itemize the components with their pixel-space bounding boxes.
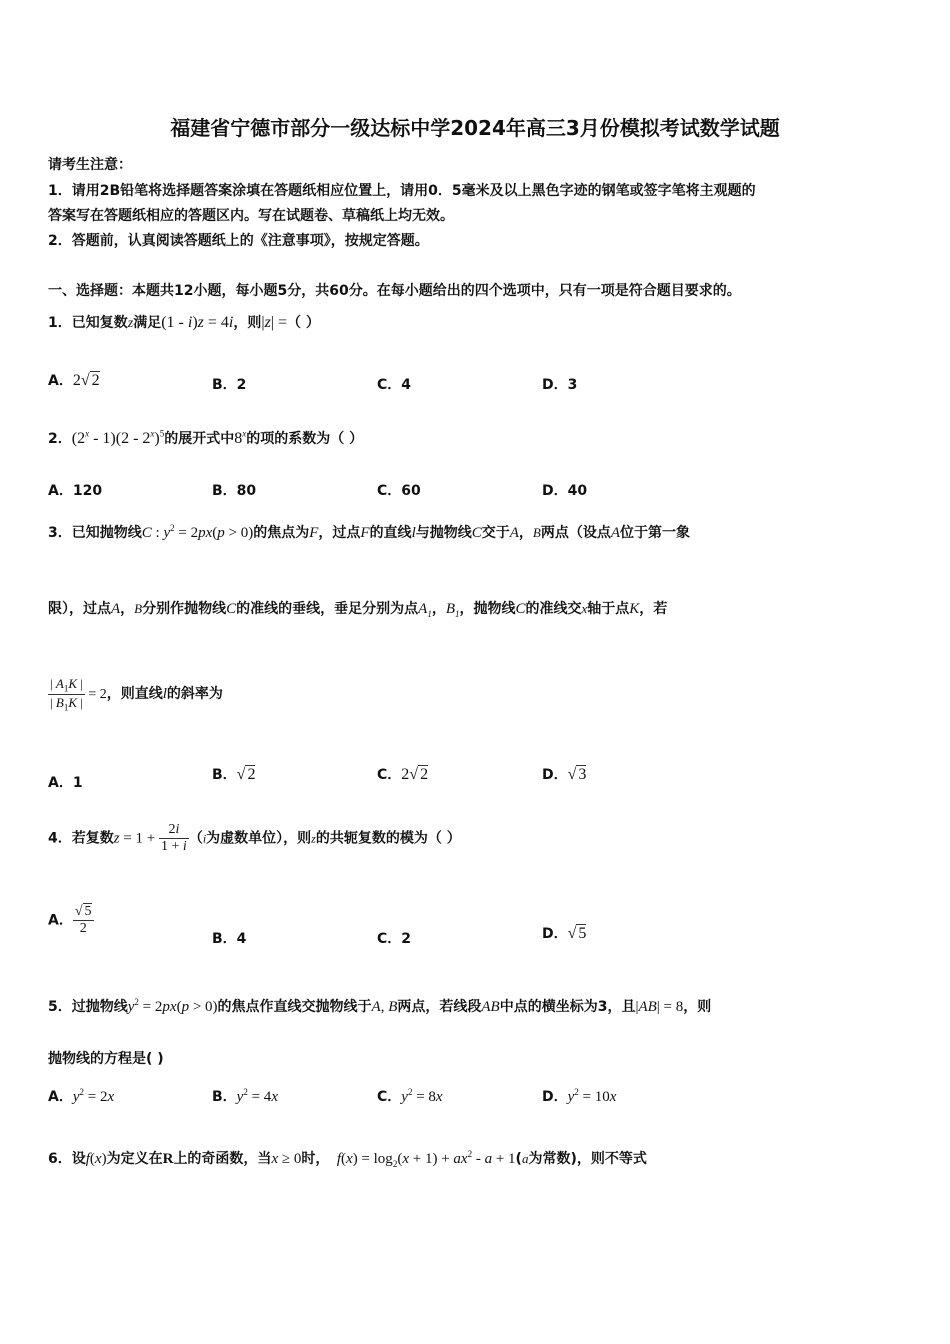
q1-formula-modulus: |z| = (261, 314, 288, 331)
q1-option-b[interactable]: B．2 (212, 377, 247, 393)
q4-option-c[interactable]: C．2 (377, 931, 412, 947)
q2-formula-term: 8$^x$ (234, 428, 247, 447)
question-3-line-1: 3．已知抛物线C : $y^2 = 2px(p > 0)$的焦点为F，过点F的直线l与抛物线C交于A，B两点（设点A位于第一象 (48, 523, 691, 541)
question-6: 6．设f(x)为定义在R上的奇函数，当x ≥ 0时， $f(x) = \log_2(x + 1) + ax^2 - a + 1(a$为常数)，则不等式 (48, 1149, 647, 1169)
q3-formula-f2: F (360, 525, 370, 541)
q3-formula-l2: l (162, 686, 167, 703)
q3-formula-c: C (471, 525, 482, 541)
question-3-line-2: 限），过点A，B分别作抛物线C的准线的垂线，垂足分别为点$A_1$，$B_1$，抛物线C的准线交x轴于点K，若 (48, 601, 668, 619)
q2-t2: 的项的系数为（ ） (246, 431, 364, 447)
question-3-line-3: $\frac{| A_1K |}{| B_1K |}$ = 2，则直线l的斜率为 (50, 676, 223, 713)
q1-formula-z: z (127, 316, 134, 331)
q6-formula-x: x ≥ 0 (271, 1151, 302, 1167)
q2-option-b[interactable]: B．80 (212, 483, 257, 499)
q4-option-d[interactable]: D．√ 5 (542, 925, 587, 942)
question-5-line-2: 抛物线的方程是( ) (48, 1051, 164, 1067)
q5-formula-parabola: $y^2 = 2px(p > 0)$ (127, 997, 218, 1015)
q1-formula-equation: (1 - i)z = 4i (161, 314, 234, 331)
page-title: 福建省宁德市部分一级达标中学2024年高三3月份模拟考试数学试题 (170, 116, 780, 140)
q4-formula-z: z = 1 + (113, 830, 160, 847)
q6-formula-a: a (521, 1151, 529, 1166)
q3-formula-x: x (581, 601, 588, 616)
q5-option-b[interactable]: B．$y^2 = 4x$ (212, 1087, 278, 1105)
q3-option-c[interactable]: C．2√ 2 (377, 766, 429, 783)
q3-option-b[interactable]: B．√ 2 (212, 766, 256, 783)
q2-option-a[interactable]: A．120 (48, 483, 103, 499)
q5-option-c[interactable]: C．$y^2 = 8x$ (377, 1087, 443, 1105)
question-1 (48, 312, 320, 332)
q6-formula-r: R (162, 1151, 174, 1167)
notice-item-1-line-2: 答案写在答题纸相应的答题区内。写在试题卷、草稿纸上均无效。 (48, 208, 454, 224)
q4-option-b[interactable]: B．4 (212, 931, 247, 947)
question-5-line-1: 5．过抛物线$y^2 = 2px(p > 0)$的焦点作直线交抛物线于A, B两点，若线段AB中点的横坐标为3，且|AB| = 8，则 (48, 997, 712, 1015)
q3-formula-b2: B (134, 601, 143, 616)
q3-formula-ratio-value: = 2 (84, 687, 107, 703)
question-2 (48, 428, 363, 448)
q2-formula-expression: (2$^x$ - 1)(2 - 2$^x$)$^5$ (71, 428, 165, 447)
q3-formula-parabola: C : $y^2 = 2px(p > 0)$ (141, 523, 254, 541)
q3-formula-f: F (309, 525, 319, 541)
q5-option-a[interactable]: A．$y^2 = 2x$ (48, 1087, 115, 1105)
q5-formula-segment: AB (481, 999, 500, 1015)
q1-t1: 满足 (133, 315, 162, 331)
q3-formula-a: A (509, 525, 519, 541)
q3-formula-b: B (532, 525, 541, 540)
q6-formula-fx: f(x) (85, 1151, 107, 1167)
q1-option-c[interactable]: C．4 (377, 377, 412, 393)
q1-num: 1．已知复数 (48, 315, 128, 331)
q4-formula-fraction: $\frac{2i}{1 + i}$ (161, 822, 187, 854)
q2-t1: 的展开式中 (164, 431, 235, 447)
notice-item-2: 2．答题前，认真阅读答题纸上的《注意事项》，按规定答题。 (48, 233, 429, 249)
q3-formula-k: K (629, 601, 640, 617)
q5-formula-ab: A, B (371, 999, 398, 1015)
q3-formula-c2: C (226, 601, 237, 617)
q4-formula-z2: z (311, 831, 316, 846)
q4-option-a[interactable]: A． $\frac{√ 5}{2}$ (48, 904, 92, 936)
q3-formula-c3: C (515, 601, 526, 617)
q2-option-d[interactable]: D．40 (542, 483, 588, 499)
notice-heading: 请考生注意： (48, 157, 132, 173)
q3-formula-a1: $A_1$ (418, 601, 432, 619)
q2-option-c[interactable]: C．60 (377, 483, 421, 499)
q1-option-a-formula: 2√ 2 (72, 372, 100, 389)
q5-option-d[interactable]: D．$y^2 = 10x$ (542, 1087, 617, 1105)
q6-formula-definition: $f(x) = \log_2(x + 1) + ax^2 - a + 1$ (336, 1149, 516, 1169)
question-4: 4．若复数z = 1 + $\frac{2i}{1 + i}$ （i为虚数单位），则z的共轭复数的模为（ ） (48, 822, 461, 854)
q1-t3: （ ） (287, 315, 320, 331)
q3-formula-a3: A (111, 601, 121, 617)
q1-t2: ，则 (233, 315, 262, 331)
q1-option-d[interactable]: D．3 (542, 377, 578, 393)
q5-formula-length: |AB| = 8 (635, 999, 684, 1015)
q1-option-a[interactable]: A．2√ 2 (48, 372, 100, 389)
q3-formula-l: l (411, 525, 416, 541)
section-1-heading: 一、选择题：本题共12小题，每小题5分，共60分。在每小题给出的四个选项中，只有一项是符合题目要求的。 (48, 283, 741, 299)
q3-formula-a2: A (610, 525, 621, 541)
q3-formula-b1: $B_1$ (445, 601, 460, 619)
q3-formula-ratio: $\frac{| A_1K |}{| B_1K |}$ (50, 676, 83, 713)
q2-num: 2． (48, 431, 72, 447)
q4-formula-i: i (202, 831, 207, 846)
q3-option-a[interactable]: A．1 (48, 775, 83, 791)
notice-item-1-line-1: 1．请用2B铅笔将选择题答案涂填在答题纸相应位置上，请用0．5毫米及以上黑色字迹的钢笔或签字笔将主观题的 (48, 183, 756, 199)
q3-option-d[interactable]: D．√ 3 (542, 766, 587, 783)
